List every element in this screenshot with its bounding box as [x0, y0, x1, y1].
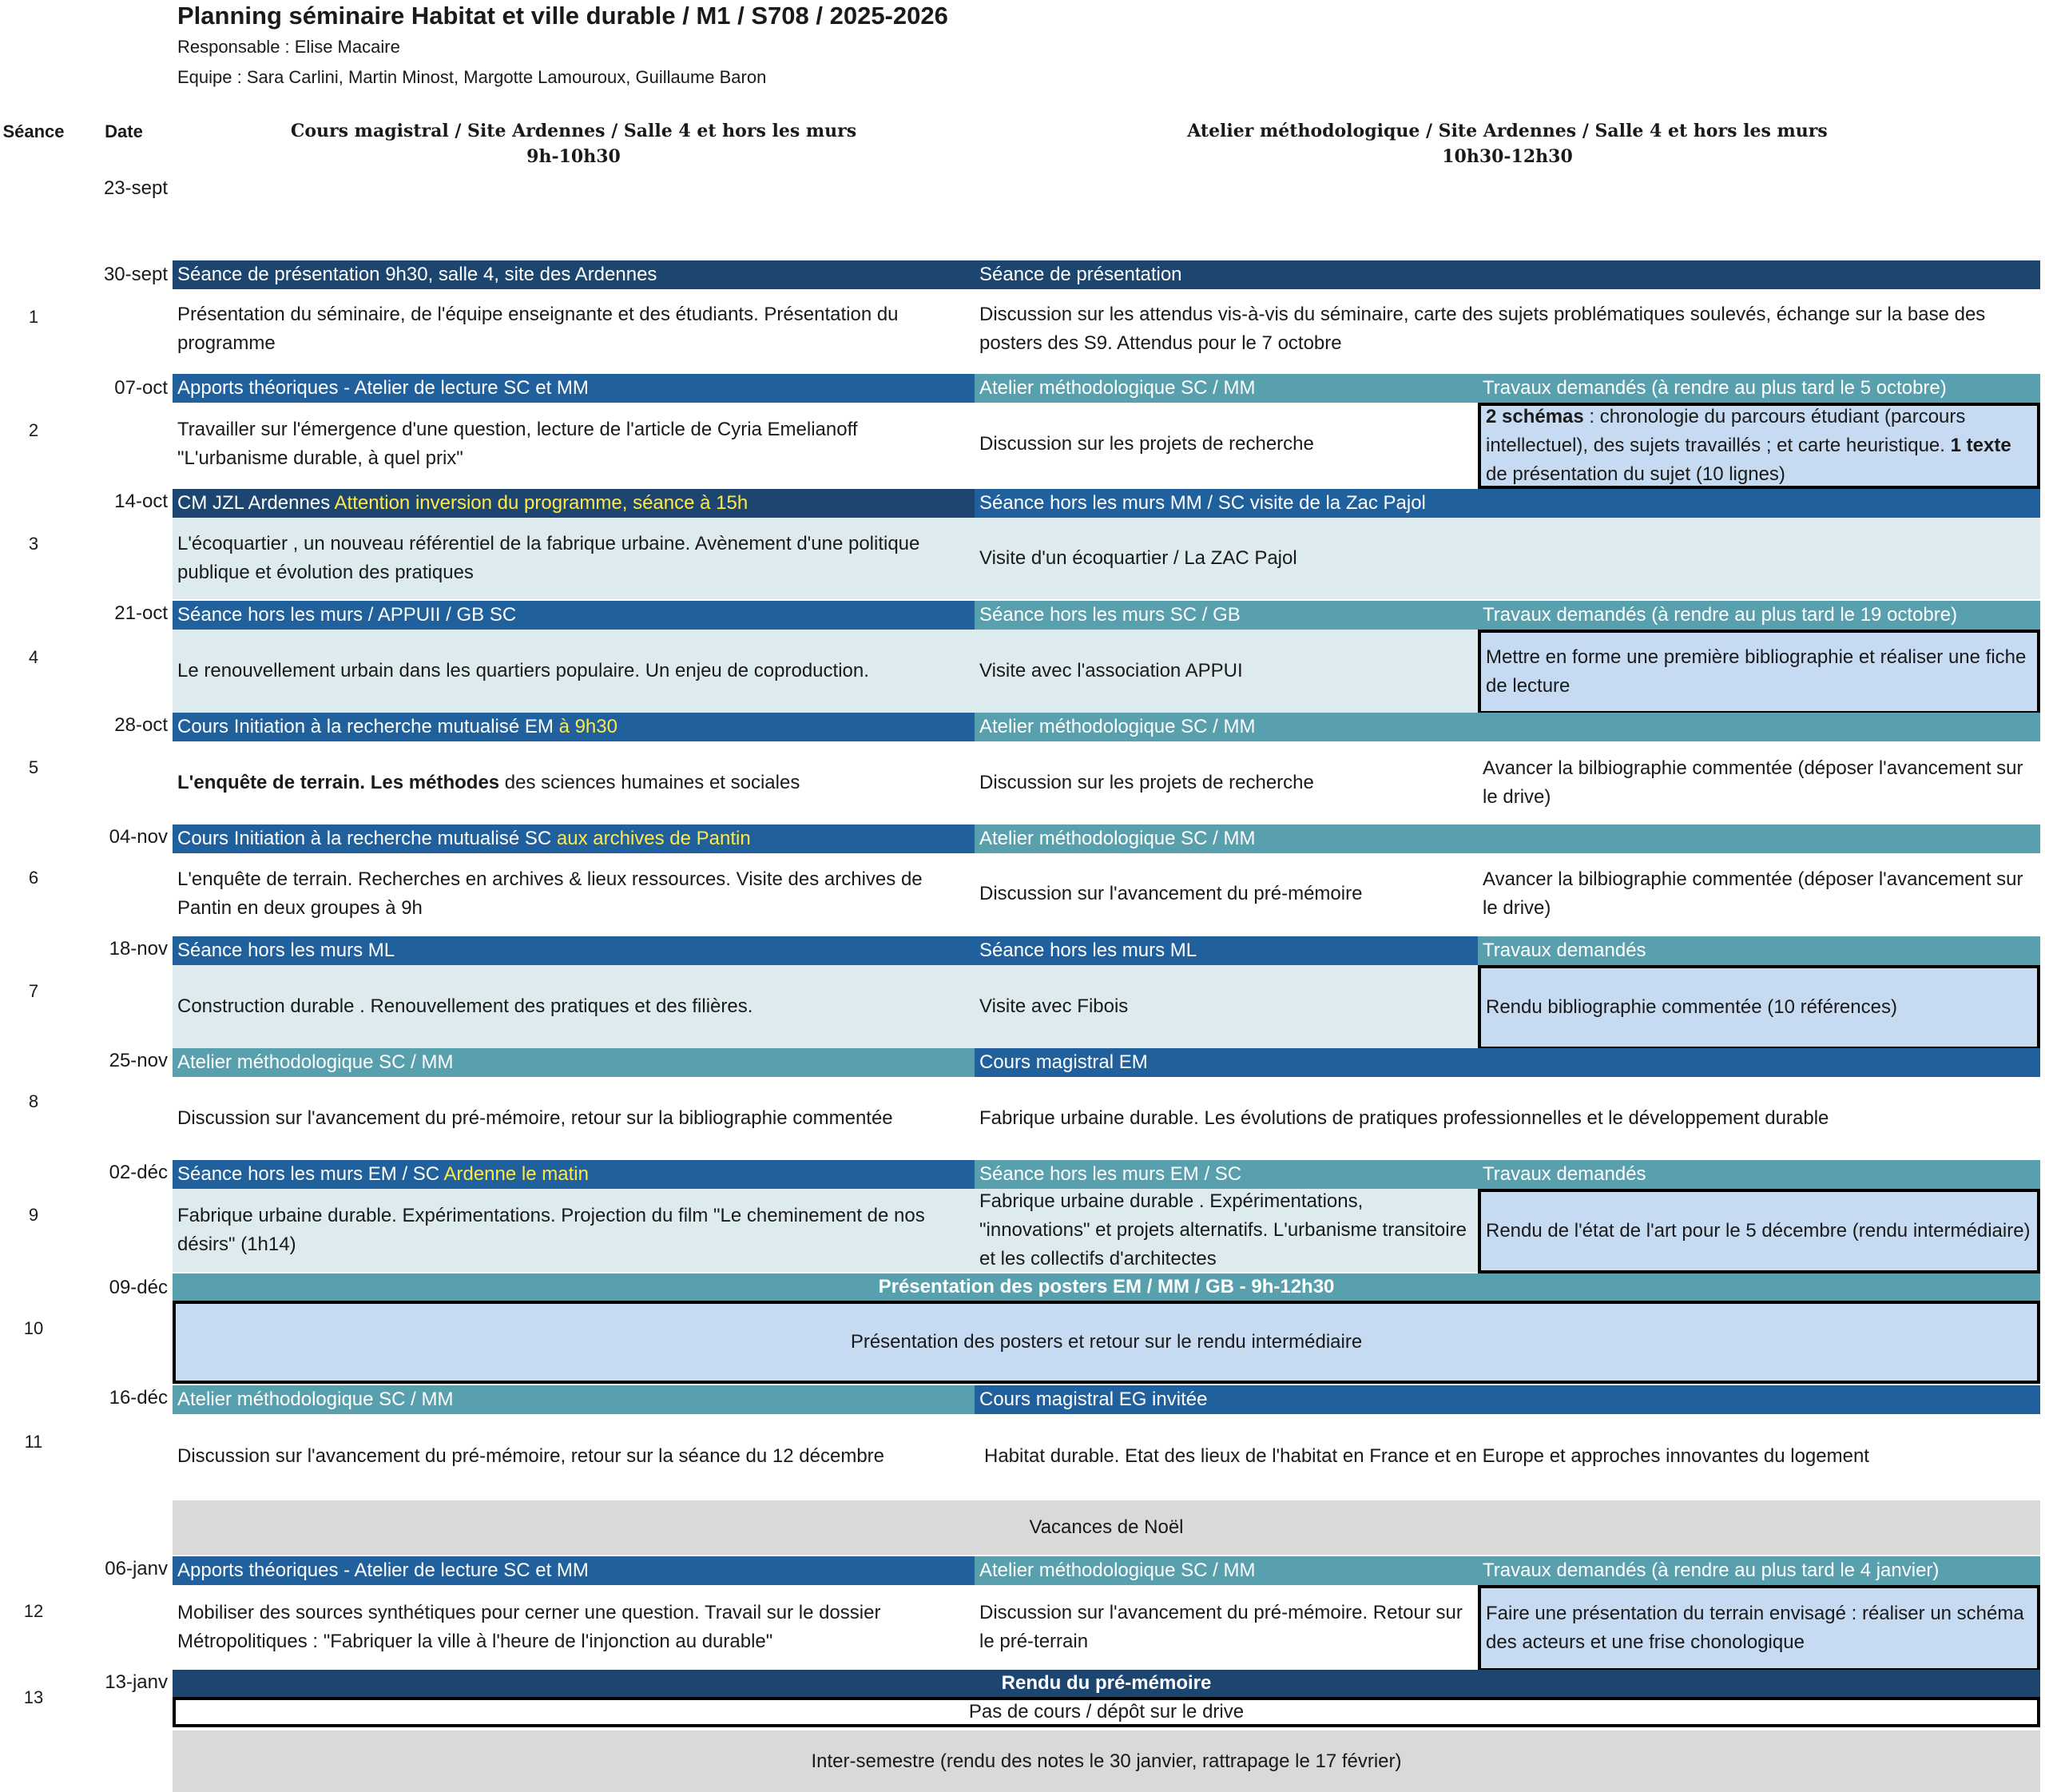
- date-cell: 02-déc: [109, 1162, 168, 1183]
- date-cell: 14-oct: [114, 491, 168, 512]
- seance-number: 13: [23, 1687, 44, 1707]
- session-content-cm: Discussion sur l'avancement du pré-mémoire, retour sur la bibliographie commentée: [177, 1107, 893, 1129]
- pre-memoire-content: Pas de cours / dépôt sur le drive: [173, 1697, 2040, 1727]
- session-header-atelier: Séance de présentation: [975, 260, 2040, 289]
- date-cell: 09-déc: [109, 1277, 168, 1298]
- session-content-atelier: Fabrique urbaine durable . Expérimentations, "innovations" et projets alternatifs. L'urbanisme transitoire et les collectifs d'architectes: [975, 1189, 1478, 1272]
- date-cell: 04-nov: [109, 826, 168, 848]
- responsable-line: Responsable : Elise Macaire: [177, 37, 400, 57]
- seance-number: 12: [23, 1601, 44, 1621]
- travaux-header: Travaux demandés (à rendre au plus tard le 5 octobre): [1478, 374, 2040, 403]
- session-content-cm: Le renouvellement urbain dans les quartiers populaire. Un enjeu de coproduction.: [173, 630, 975, 713]
- session-content-atelier: Fabrique urbaine durable. Les évolutions de pratiques professionnelles et le développement durable: [979, 1107, 1829, 1129]
- pre-date: 23-sept: [103, 177, 168, 199]
- session-content-cm: Discussion sur l'avancement du pré-mémoire, retour sur la séance du 12 décembre: [177, 1445, 884, 1467]
- session-header-cm: Séance hors les murs EM / SC Ardenne le matin: [173, 1160, 975, 1189]
- seance-number: 11: [24, 1432, 43, 1452]
- session-content-atelier: Discussion sur l'avancement du pré-mémoire: [979, 883, 1363, 904]
- travaux-content: Avancer la bilbiographie commentée (déposer l'avancement sur le drive): [1483, 757, 2023, 808]
- seance-number: 5: [28, 757, 39, 777]
- seance-number: 6: [28, 868, 39, 888]
- atelier-column-header: [975, 118, 2040, 169]
- seance-number: 1: [28, 307, 39, 327]
- atelier-column-time: 10h30-12h30: [1442, 146, 1573, 167]
- session-header-cm: Apports théoriques - Atelier de lecture SC et MM: [173, 1556, 975, 1585]
- session-content-cm: Fabrique urbaine durable. Expérimentations. Projection du film "Le cheminement de nos désirs" (1h14): [173, 1189, 975, 1272]
- session-content-cm: Travailler sur l'émergence d'une question, lecture de l'article de Cyria Emelianoff "L'urbanisme durable, à quel prix": [177, 419, 858, 469]
- session-content-cm: Mobiliser des sources synthétiques pour cerner une question. Travail sur le dossier Métropolitiques : "Fabriquer la ville à l'heure de l'injonction au durable": [177, 1602, 881, 1652]
- session-header-cm: Séance hors les murs / APPUII / GB SC: [173, 601, 975, 630]
- travaux-content: Rendu de l'état de l'art pour le 5 décembre (rendu intermédiaire): [1478, 1189, 2040, 1273]
- travaux-header: Travaux demandés (à rendre au plus tard le 19 octobre): [1478, 601, 2040, 630]
- session-header-cm: Cours Initiation à la recherche mutualisé EM à 9h30: [173, 713, 975, 741]
- pre-memoire-header: Rendu du pré-mémoire: [173, 1670, 2040, 1697]
- session-content-atelier: Discussion sur les attendus vis-à-vis du séminaire, carte des sujets problématiques soulevés, échange sur la base des posters des S9. Attendus pour le 7 octobre: [979, 304, 1986, 354]
- equipe-line: Equipe : Sara Carlini, Martin Minost, Margotte Lamouroux, Guillaume Baron: [177, 67, 767, 87]
- session-header-atelier: Séance hors les murs ML: [975, 936, 1478, 965]
- date-cell: 07-oct: [114, 377, 168, 399]
- travaux-content: Faire une présentation du terrain envisagé : réaliser un schéma des acteurs et une frise chonologique: [1478, 1585, 2040, 1671]
- session-header-atelier: Séance hors les murs SC / GB: [975, 601, 1478, 630]
- intersemestre-banner: Inter-semestre (rendu des notes le 30 janvier, rattrapage le 17 février): [173, 1730, 2040, 1792]
- session-header-atelier: Séance hors les murs MM / SC visite de la Zac Pajol: [975, 489, 2040, 518]
- cm-column-header: [173, 118, 975, 169]
- seance-number: 10: [23, 1318, 44, 1338]
- holiday-banner: Vacances de Noël: [173, 1500, 2040, 1555]
- date-column-header: Date: [105, 121, 143, 141]
- session-content-cm: Présentation du séminaire, de l'équipe enseignante et des étudiants. Présentation du programme: [177, 304, 899, 354]
- travaux-header: Travaux demandés: [1478, 936, 2040, 965]
- seance-number: 4: [28, 647, 39, 667]
- posters-content: Présentation des posters et retour sur le rendu intermédiaire: [173, 1301, 2040, 1384]
- seance-number: 7: [28, 981, 39, 1001]
- session-header-cm: Atelier méthodologique SC / MM: [173, 1385, 975, 1414]
- date-cell: 18-nov: [109, 938, 168, 960]
- session-header-atelier: Atelier méthodologique SC / MM: [975, 1556, 1478, 1585]
- session-header-atelier: Cours magistral EG invitée: [975, 1385, 2040, 1414]
- session-header-atelier: Cours magistral EM: [975, 1048, 2040, 1077]
- session-content-cm: L'écoquartier , un nouveau référentiel de la fabrique urbaine. Avènement d'une politique publique et évolution des pratiques: [173, 518, 975, 599]
- date-cell: 21-oct: [114, 602, 168, 624]
- session-header-cm: Atelier méthodologique SC / MM: [173, 1048, 975, 1077]
- seance-number: 2: [28, 420, 39, 440]
- session-content-cm: L'enquête de terrain. Recherches en archives & lieux ressources. Visite des archives de Pantin en deux groupes à 9h: [177, 868, 923, 919]
- atelier-column-title: Atelier méthodologique / Site Ardennes / Salle 4 et hors les murs: [1187, 121, 1828, 141]
- session-content-atelier: Habitat durable. Etat des lieux de l'habitat en France et en Europe et approches innovantes du logement: [984, 1445, 1869, 1467]
- seance-number: 9: [28, 1205, 39, 1225]
- posters-header: Présentation des posters EM / MM / GB - 9h-12h30: [173, 1273, 2040, 1301]
- session-content-atelier: Discussion sur l'avancement du pré-mémoire. Retour sur le pré-terrain: [979, 1602, 1463, 1652]
- date-cell: 30-sept: [103, 264, 168, 285]
- travaux-content: Rendu bibliographie commentée (10 références): [1478, 965, 2040, 1050]
- travaux-content: Avancer la bilbiographie commentée (déposer l'avancement sur le drive): [1483, 868, 2023, 919]
- cm-column-title: Cours magistral / Site Ardennes / Salle 4 et hors les murs: [290, 121, 857, 141]
- date-cell: 16-déc: [109, 1387, 168, 1409]
- date-cell: 28-oct: [114, 714, 168, 736]
- date-cell: 25-nov: [109, 1050, 168, 1071]
- session-content-atelier: Visite d'un écoquartier / La ZAC Pajol: [975, 518, 2040, 599]
- session-header-atelier: Atelier méthodologique SC / MM: [975, 824, 2040, 853]
- session-content-atelier: Visite avec Fibois: [975, 965, 1478, 1048]
- session-content-atelier: Visite avec l'association APPUI: [975, 630, 1478, 713]
- session-header-cm: Cours Initiation à la recherche mutualisé SC aux archives de Pantin: [173, 824, 975, 853]
- session-content-cm: L'enquête de terrain. Les méthodes des sciences humaines et sociales: [177, 772, 800, 793]
- travaux-header: Travaux demandés: [1478, 1160, 2040, 1189]
- travaux-content: Mettre en forme une première bibliographie et réaliser une fiche de lecture: [1478, 630, 2040, 714]
- date-cell: 13-janv: [105, 1671, 168, 1693]
- seance-number: 8: [28, 1091, 39, 1111]
- travaux-content: 2 schémas : chronologie du parcours étudiant (parcours intellectuel), des sujets travaillés ; et carte heuristique. 1 texte de présentation du sujet (10 lignes): [1478, 403, 2040, 489]
- session-header-atelier: Atelier méthodologique SC / MM: [975, 374, 1478, 403]
- session-header-cm: Séance hors les murs ML: [173, 936, 975, 965]
- session-content-atelier: Discussion sur les projets de recherche: [979, 433, 1314, 455]
- session-header-cm: Apports théoriques - Atelier de lecture SC et MM: [173, 374, 975, 403]
- travaux-header: Travaux demandés (à rendre au plus tard le 4 janvier): [1478, 1556, 2040, 1585]
- session-header-cm: CM JZL Ardennes Attention inversion du programme, séance à 15h: [173, 489, 975, 518]
- session-header-atelier: Séance hors les murs EM / SC: [975, 1160, 1478, 1189]
- cm-column-time: 9h-10h30: [526, 146, 621, 167]
- session-header-cm: Séance de présentation 9h30, salle 4, site des Ardennes: [173, 260, 975, 289]
- seance-number: 3: [28, 534, 39, 554]
- session-header-atelier: Atelier méthodologique SC / MM: [975, 713, 2040, 741]
- session-content-atelier: Discussion sur les projets de recherche: [979, 772, 1314, 793]
- seance-column-header: Séance: [2, 121, 65, 141]
- document-title: Planning séminaire Habitat et ville durable / M1 / S708 / 2025-2026: [177, 2, 948, 30]
- date-cell: 06-janv: [105, 1558, 168, 1579]
- session-content-cm: Construction durable . Renouvellement des pratiques et des filières.: [173, 965, 975, 1048]
